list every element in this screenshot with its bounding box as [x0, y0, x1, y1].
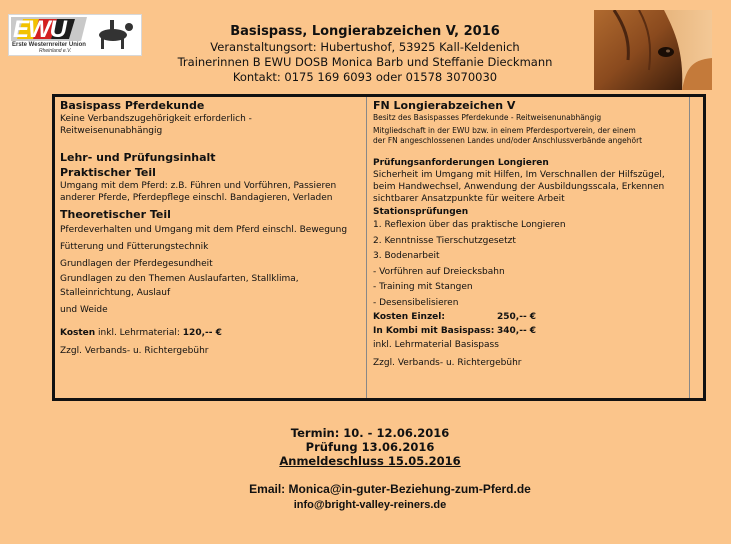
theory-line: Fütterung und Fütterungstechnik	[60, 242, 209, 252]
deadline: Anmeldeschluss 15.05.2016	[279, 454, 461, 468]
basispass-title: Basispass Pferdekunde	[60, 99, 205, 112]
cost-combo-label: In Kombi mit Basispass:	[373, 326, 495, 336]
station-item: - Vorführen auf Dreiecksbahn	[373, 266, 505, 277]
cost-single-value: 250,-- €	[497, 312, 537, 322]
practical-title: Praktischer Teil	[60, 166, 156, 179]
station-item: - Desensibelisieren	[373, 297, 459, 308]
stations-title: Stationsprüfungen	[373, 207, 469, 217]
station-item: 1. Reflexion über das praktische Longieren	[373, 220, 566, 230]
venue: Veranstaltungsort: Hubertushof, 53925 Kall-Keldenich	[210, 40, 520, 54]
exam-title: Prüfungsanforderungen Longieren	[373, 158, 549, 168]
basispass-note: Keine Verbandszugehörigkeit erforderlich -	[60, 114, 252, 124]
requirement-line: der FN angeschlossenen Landes und/oder Anschlussverbände angehört	[373, 136, 643, 145]
exam-line: beim Handwechsel, Anwendung der Ausbildungsscala, Erkennen	[373, 182, 665, 192]
email-link[interactable]: Email: Monica@in-guter-Beziehung-zum-Pferd.de	[249, 482, 531, 496]
exam-line: Sicherheit im Umgang mit Hilfen, Im Verschnallen der Hilfszügel,	[373, 170, 665, 180]
theory-line: Grundlagen der Pferdegesundheit	[60, 259, 213, 269]
station-item: 2. Kenntnisse Tierschutzgesetzt	[373, 235, 516, 246]
cost-value: 120,-- €	[182, 328, 222, 338]
right-margin-line	[689, 97, 690, 398]
station-item: 3. Bodenarbeit	[373, 251, 440, 261]
horse-photo	[594, 10, 712, 90]
email-link-2[interactable]: info@bright-valley-reiners.de	[293, 499, 447, 511]
basispass-cost	[60, 327, 366, 339]
termin: Termin: 10. - 12.06.2016	[290, 426, 450, 440]
content-section-title: Lehr- und Prüfungsinhalt	[60, 151, 216, 164]
dates-block	[180, 426, 560, 468]
logo-line2: Rheinland e.V.	[39, 48, 72, 54]
longier-column	[373, 99, 687, 396]
cost-combo-value: 340,-- €	[497, 326, 537, 336]
requirement-line: Mitgliedschaft in der EWU bzw. in einem Pferdesportverein, der einem	[373, 126, 636, 135]
theory-line: Pferdeverhalten und Umgang mit dem Pferd einschl. Bewegung	[60, 225, 348, 235]
trainers: Trainerinnen B EWU DOSB Monica Barb und Steffanie Dieckmann	[177, 55, 553, 69]
basispass-note2: Reitweisenunabhängig	[60, 126, 163, 136]
cost-label: Kosten	[60, 328, 96, 338]
column-divider	[366, 97, 367, 398]
cost-single	[373, 311, 687, 323]
cost-rest: inkl. Lehrmaterial:	[98, 328, 180, 338]
pruefung: Prüfung 13.06.2016	[305, 440, 435, 454]
theory-line: Grundlagen zu den Themen Auslaufarten, Stallklima,	[60, 274, 299, 284]
requirement-line: Besitz des Basispasses Pferdekunde - Reitweisenunabhängig	[373, 113, 602, 122]
longier-fee: Zzgl. Verbands- u. Richtergebühr	[373, 358, 522, 368]
theory-line: Stalleinrichtung, Auslauf	[60, 288, 171, 298]
practical-line: anderer Pferde, Pferdepflege einschl. Bandagieren, Verladen	[60, 193, 333, 203]
exam-line: sichtbarer Ansatzpunkte für weitere Arbeit	[373, 194, 565, 204]
header	[150, 24, 580, 85]
cost-single-label: Kosten Einzel:	[373, 312, 445, 322]
practical-line: Umgang mit dem Pferd: z.B. Führen und Vorführen, Passieren	[60, 181, 337, 191]
page-title: Basispass, Longierabzeichen V, 2016	[230, 24, 500, 39]
longier-title: FN Longierabzeichen V	[373, 99, 516, 112]
ewu-logo	[8, 14, 142, 56]
contact: Kontakt: 0175 169 6093 oder 01578 3070030	[232, 70, 498, 84]
theory-line: und Weide	[60, 305, 108, 315]
logo-line1: Erste Westernreiter Union	[12, 42, 86, 48]
cost-combo	[373, 325, 687, 337]
incl-material: inkl. Lehrmaterial Basispass	[373, 340, 499, 350]
theory-title: Theoretischer Teil	[60, 208, 171, 221]
basispass-column	[60, 99, 366, 396]
station-item: - Training mit Stangen	[373, 282, 473, 292]
course-box	[52, 94, 706, 401]
basispass-fee: Zzgl. Verbands- u. Richtergebühr	[60, 346, 209, 356]
logo-mark: EWU	[13, 16, 66, 43]
